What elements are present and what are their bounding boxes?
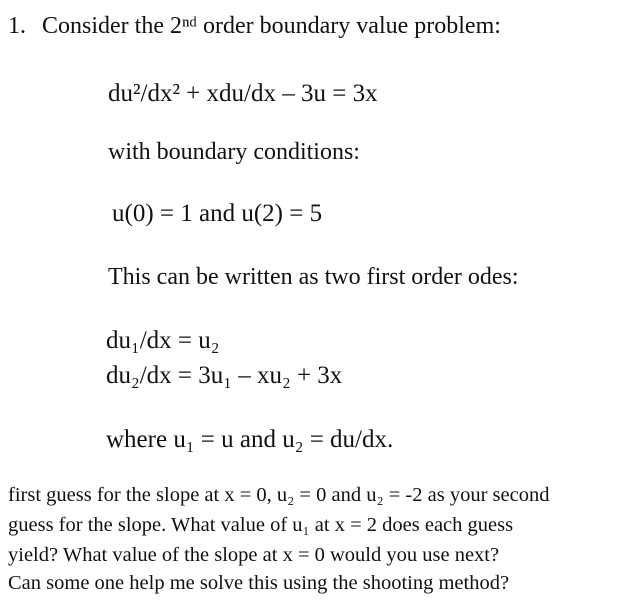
problem-number: 1. (8, 13, 26, 39)
equation: du²/dx² + xdu/dx – 3u = 3x (108, 80, 378, 107)
boundary-label: with boundary conditions: (108, 139, 360, 165)
rewrite-text: This can be written as two first order odes: (108, 264, 519, 290)
ode-2: du₂/dx = 3u₁ – xu₂ + 3x (106, 362, 343, 389)
question-line: yield? What value of the slope at x = 0 would you use next? (8, 544, 500, 566)
problem-heading: Consider the 2ⁿᵈ order boundary value problem: (42, 13, 501, 39)
question-line: first guess for the slope at x = 0, u₂ = 0 and u₂ = -2 as your second (8, 484, 550, 506)
question-line: guess for the slope. What value of u₁ at x = 2 does each guess (8, 514, 514, 536)
question-line: Can some one help me solve this using the shooting method? (8, 572, 510, 594)
ode-1: du₁/dx = u₂ (106, 327, 220, 354)
boundary-conditions: u(0) = 1 and u(2) = 5 (112, 200, 323, 227)
where-text: where u₁ = u and u₂ = du/dx. (106, 426, 394, 453)
